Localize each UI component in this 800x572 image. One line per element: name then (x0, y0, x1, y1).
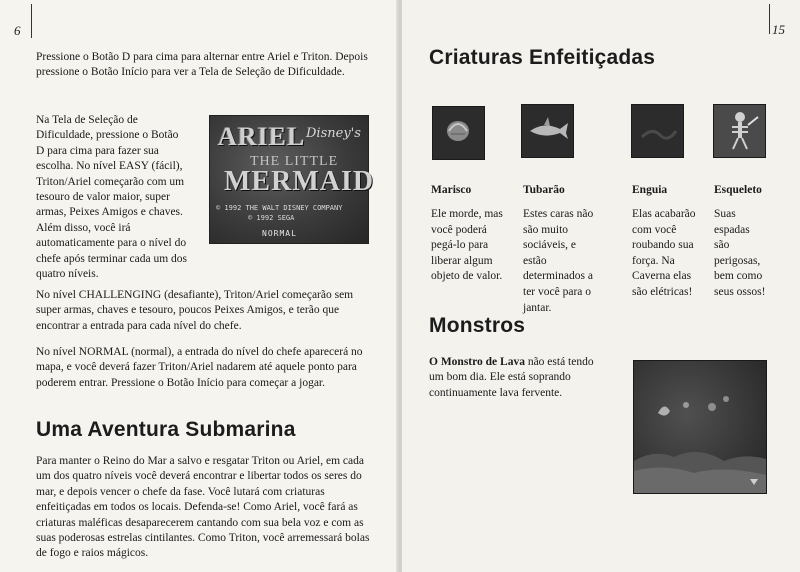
desc-line: ter você para o (523, 285, 592, 298)
difficulty-line: Na Tela de Seleção de (36, 114, 138, 126)
creature-name-skeleton: Esqueleto (714, 184, 762, 196)
desc-line: Suas (714, 208, 736, 220)
lava-text-3: continuamente lava fervente. (429, 386, 563, 399)
difficulty-line: quatro níveis. (36, 268, 99, 281)
difficulty-line: tesouro de valor maior, super (36, 191, 170, 204)
title-mode-label: NORMAL (262, 229, 297, 238)
desc-line: Elas acabarão (632, 208, 696, 220)
lava-monster-screenshot (633, 360, 767, 494)
shark-sprite-image (521, 104, 574, 158)
difficulty-line: Dificuldade, pressione o Botão (36, 129, 179, 142)
difficulty-paragraph (36, 113, 211, 282)
desc-line: Estes caras não (523, 208, 594, 220)
desc-line: determinados a (523, 270, 593, 283)
desc-line: liberar algum (431, 254, 493, 267)
desc-line: Caverna elas (632, 270, 692, 283)
adventure-paragraph: Para manter o Reino do Mar a salvo e resgatar Triton ou Ariel, em cada um dos quatro níveis você deverá encontrar e libertar todos os seres do mar, e depois vencer o chefe da fase. Você lutará com criaturas enfeitiçadas em todos os locais. Defenda-se! Como Ariel, você fará as criaturas maléficas desaparecerem cantando com sua bela voz e com as suas poderosas estrelas cintilantes. Como Triton, você arremessará bolas de fogo e raios mágicos. (36, 455, 370, 560)
difficulty-line: automaticamente para o nível do (36, 237, 187, 250)
challenging-paragraph: No nível CHALLENGING (desafiante), Triton/Ariel começarão sem super armas, chaves e tesouro, poucos Peixes Amigos, e terão que encontrar a entrada para cada nível do chefe. (36, 289, 354, 332)
skeleton-icon (714, 105, 765, 157)
creature-desc-shark (523, 207, 623, 316)
lava-line-1 (429, 355, 619, 370)
desc-line: roubando sua (632, 239, 694, 252)
left-page-rule (31, 4, 32, 38)
creature-desc-clam (431, 207, 517, 285)
shark-icon (522, 105, 573, 157)
eel-sprite-image (631, 104, 684, 158)
desc-line: são muito (523, 223, 569, 236)
desc-line: perigosas, (714, 254, 761, 267)
desc-line: são (714, 239, 730, 252)
desc-line: estão (523, 254, 547, 267)
intro-paragraph: Pressione o Botão D para cima para alternar entre Ariel e Triton. Depois pressione o Botão Início para ver a Tela de Seleção de Dificuldade. (36, 51, 368, 79)
adventure-heading: Uma Aventura Submarina (36, 418, 296, 441)
title-logo-mermaid: MERMAID (224, 166, 375, 197)
desc-line: sociáveis, e (523, 239, 577, 252)
desc-line: Ele morde, mas (431, 208, 503, 220)
desc-line: objeto de valor. (431, 270, 503, 283)
title-copyright-sega: © 1992 SEGA (248, 214, 295, 222)
left-page-number: 6 (14, 23, 21, 38)
creature-name-shark: Tubarão (523, 184, 565, 196)
right-page-rule (769, 4, 770, 34)
title-logo-ariel: ARIEL (218, 122, 306, 151)
creature-desc-eel (632, 207, 712, 301)
desc-line: jantar. (523, 301, 552, 314)
underwater-scene-icon (634, 361, 766, 493)
difficulty-line: D para cima para fazer sua (36, 144, 159, 157)
desc-line: espadas (714, 223, 750, 236)
desc-line: com você (632, 223, 677, 236)
difficulty-line: armas, Peixes Amigos e chaves. (36, 206, 183, 219)
creature-name-eel: Enguia (632, 184, 668, 196)
eel-icon (632, 105, 683, 157)
title-logo-little: THE LITTLE (250, 154, 339, 169)
difficulty-line: chefe após terminar cada um dos (36, 252, 188, 265)
desc-line: força. Na (632, 254, 675, 267)
difficulty-line: Além disso, você irá (36, 221, 131, 234)
normal-paragraph: No nível NORMAL (normal), a entrada do nível do chefe aparecerá no mapa, e você deverá fazer Triton/Ariel nadarem até aquele ponto para poderem entrar. Pressione o Botão Início para começar a jogar. (36, 346, 363, 389)
desc-line: bem como (714, 270, 763, 283)
lava-text-1: não está tendo (524, 356, 594, 368)
creature-name-clam: Marisco (431, 184, 472, 196)
monsters-heading: Monstros (429, 314, 526, 337)
desc-line: são elétricas! (632, 285, 693, 298)
difficulty-line: escolha. No nível EASY (fácil), (36, 160, 183, 173)
lava-monster-name: O Monstro de Lava (429, 356, 525, 368)
right-page-number: 15 (772, 22, 785, 37)
lava-text-2: um bom dia. Ele está soprando (429, 371, 571, 384)
title-copyright-disney: © 1992 THE WALT DISNEY COMPANY (216, 204, 343, 212)
clam-sprite-image (432, 106, 485, 160)
difficulty-line: Triton/Ariel começarão com um (36, 175, 185, 188)
title-logo-disney: Disney's (306, 126, 361, 141)
clam-icon (433, 107, 484, 159)
desc-line: você poderá (431, 223, 487, 236)
lava-monster-paragraph (429, 355, 619, 401)
creatures-heading: Criaturas Enfeitiçadas (429, 46, 656, 69)
game-title-screen-image (209, 115, 375, 244)
desc-line: seus ossos! (714, 285, 766, 298)
creature-desc-skeleton (714, 207, 790, 301)
skeleton-sprite-image (713, 104, 766, 158)
desc-line: pegá-lo para (431, 239, 489, 252)
